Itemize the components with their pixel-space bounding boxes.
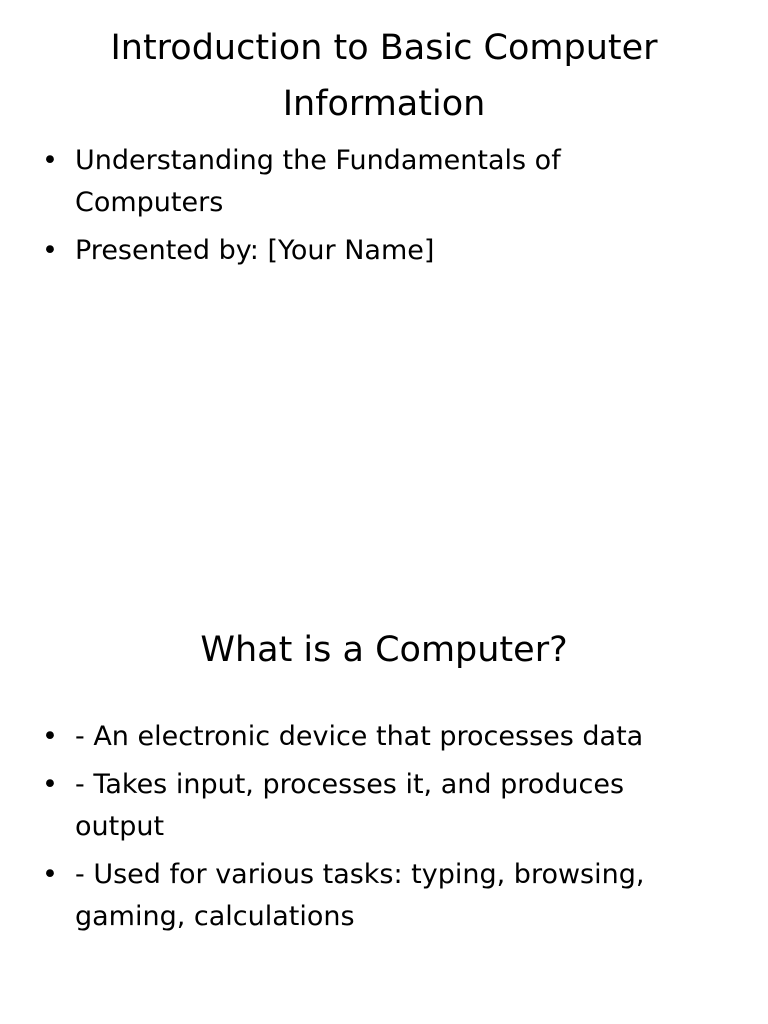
slide-2 [0,576,768,1024]
slide-title: What is a Computer? [200,630,568,670]
bullet-text: Presented by: [Your Name] [75,235,435,266]
bullet-text: - Used for various tasks: typing, browsing, gaming, calculations [75,859,645,932]
bullet-item [40,140,680,224]
bullet-text: Understanding the Fundamentals of Computers [75,145,561,218]
bullet-text: - Takes input, processes it, and produces output [75,769,625,842]
bullet-list [40,140,680,278]
bullet-icon: • [42,145,58,176]
bullet-list [40,716,680,944]
bullet-icon: • [42,769,58,800]
bullet-item [40,764,680,848]
bullet-item [40,230,680,272]
slide-title: Introduction to Basic Computer Information [110,28,658,124]
bullet-item [40,716,680,758]
bullet-icon: • [42,235,58,266]
bullet-text: - An electronic device that processes data [75,721,644,752]
bullet-icon: • [42,721,58,752]
bullet-icon: • [42,859,58,890]
bullet-item [40,854,680,938]
